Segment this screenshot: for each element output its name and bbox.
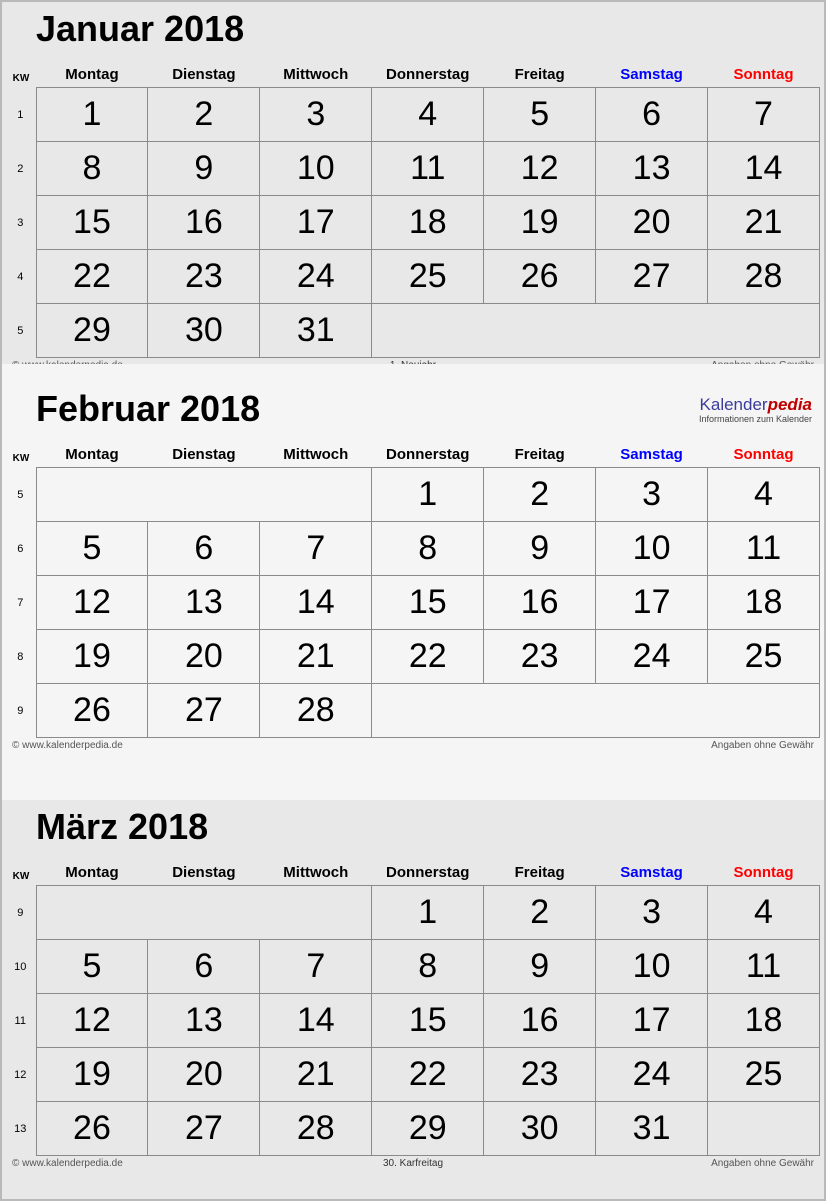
empty-cell (708, 1102, 820, 1156)
day-cell[interactable]: 15 (372, 576, 484, 630)
day-cell[interactable]: 21 (260, 1048, 372, 1102)
day-cell[interactable]: 28 (260, 684, 372, 738)
day-cell[interactable]: 11 (708, 522, 820, 576)
day-cell[interactable]: 2 (148, 88, 260, 142)
day-cell[interactable]: 1 (372, 468, 484, 522)
week-number-cell: 7 (17, 596, 24, 609)
day-cell[interactable]: 22 (372, 1048, 484, 1102)
day-cell[interactable]: 26 (36, 1102, 148, 1156)
week-number-cell: 12 (14, 1068, 27, 1081)
day-cell[interactable]: 7 (260, 940, 372, 994)
week-number-cell: 13 (14, 1122, 27, 1135)
week-number-cell: 2 (17, 162, 24, 175)
calendar-week-row (6, 1102, 820, 1156)
month-header-maerz (6, 804, 820, 862)
day-cell[interactable]: 20 (148, 630, 260, 684)
day-cell[interactable]: 9 (148, 142, 260, 196)
day-cell[interactable]: 14 (260, 994, 372, 1048)
week-number-cell: 9 (17, 906, 24, 919)
calendar-week-row (6, 684, 820, 738)
calendar-week-row (6, 994, 820, 1048)
day-cell[interactable]: 27 (148, 1102, 260, 1156)
calendar-week-row (6, 1048, 820, 1102)
day-cell[interactable]: 24 (596, 630, 708, 684)
day-cell[interactable]: 7 (708, 88, 820, 142)
day-cell[interactable]: 25 (372, 250, 484, 304)
day-cell[interactable]: 10 (596, 522, 708, 576)
day-cell[interactable]: 6 (596, 88, 708, 142)
weekday-header-donnerstag: Donnerstag (386, 66, 470, 83)
day-cell[interactable]: 21 (260, 630, 372, 684)
day-cell[interactable]: 12 (484, 142, 596, 196)
day-cell[interactable]: 29 (372, 1102, 484, 1156)
weekday-header-donnerstag: Donnerstag (386, 446, 470, 463)
day-cell[interactable]: 7 (260, 522, 372, 576)
empty-cell (36, 468, 372, 522)
day-cell[interactable]: 22 (372, 630, 484, 684)
calendar-week-row (6, 304, 820, 358)
day-cell[interactable]: 13 (596, 142, 708, 196)
kw-column-header: KW (12, 452, 30, 464)
calendar-week-row (6, 142, 820, 196)
day-cell[interactable]: 2 (484, 886, 596, 940)
footer-note: 30. Karfreitag (382, 1158, 444, 1169)
day-cell[interactable]: 29 (36, 304, 148, 358)
month-footer-maerz (6, 1156, 820, 1174)
day-cell[interactable]: 12 (36, 576, 148, 630)
weekday-header-mittwoch: Mittwoch (283, 66, 349, 83)
week-number-cell: 10 (14, 960, 27, 973)
day-cell[interactable]: 22 (36, 250, 148, 304)
day-cell[interactable]: 21 (708, 196, 820, 250)
footer-disclaimer: Angaben ohne Gewähr (711, 740, 814, 751)
day-cell[interactable]: 14 (260, 576, 372, 630)
week-number-cell: 5 (17, 488, 24, 501)
weekday-header-montag: Montag (65, 446, 119, 463)
empty-cell (36, 886, 372, 940)
day-cell[interactable]: 4 (708, 886, 820, 940)
week-number-cell: 11 (14, 1014, 26, 1027)
day-cell[interactable]: 11 (372, 142, 484, 196)
day-cell[interactable]: 16 (484, 576, 596, 630)
day-cell[interactable]: 28 (708, 250, 820, 304)
day-cell[interactable]: 3 (260, 88, 372, 142)
day-cell[interactable]: 9 (484, 522, 596, 576)
week-number-cell: 8 (17, 650, 24, 663)
day-cell[interactable]: 9 (484, 940, 596, 994)
month-header-januar (6, 6, 820, 64)
day-cell[interactable]: 27 (596, 250, 708, 304)
calendar-week-row (6, 88, 820, 142)
day-cell[interactable]: 18 (708, 576, 820, 630)
brand-logo (699, 396, 812, 425)
kw-column-header: KW (12, 72, 30, 84)
day-cell[interactable]: 16 (148, 196, 260, 250)
kw-column-header: KW (12, 870, 30, 882)
calendar-week-row (6, 196, 820, 250)
day-cell[interactable]: 6 (148, 940, 260, 994)
day-cell[interactable]: 30 (148, 304, 260, 358)
day-cell[interactable]: 30 (484, 1102, 596, 1156)
calendar-week-row (6, 522, 820, 576)
brand-name-part1: Kalender (699, 395, 768, 414)
month-title: Februar 2018 (36, 388, 261, 429)
empty-cell (372, 684, 820, 738)
day-cell[interactable]: 13 (148, 994, 260, 1048)
day-cell[interactable]: 24 (260, 250, 372, 304)
calendar-grid (6, 444, 820, 738)
day-cell[interactable]: 31 (596, 1102, 708, 1156)
calendar-table-maerz (6, 862, 820, 1156)
day-cell[interactable]: 1 (372, 886, 484, 940)
day-cell[interactable]: 15 (36, 196, 148, 250)
day-cell[interactable]: 19 (36, 1048, 148, 1102)
footer-copyright: © www.kalenderpedia.de (12, 740, 123, 751)
day-cell[interactable]: 18 (372, 196, 484, 250)
weekday-header-mittwoch: Mittwoch (283, 864, 349, 881)
calendar-week-row (6, 886, 820, 940)
day-cell[interactable]: 19 (36, 630, 148, 684)
day-cell[interactable]: 6 (148, 522, 260, 576)
day-cell[interactable]: 23 (484, 630, 596, 684)
weekday-header-samstag: Samstag (620, 864, 683, 881)
month-block-maerz (2, 800, 824, 1199)
day-cell[interactable]: 31 (260, 304, 372, 358)
calendar-table-januar (6, 64, 820, 358)
day-cell[interactable]: 8 (372, 522, 484, 576)
empty-cell (372, 304, 820, 358)
weekday-header-samstag: Samstag (620, 446, 683, 463)
month-header-februar (6, 386, 820, 444)
day-cell[interactable]: 1 (36, 88, 148, 142)
day-cell[interactable]: 25 (708, 630, 820, 684)
day-cell[interactable]: 2 (484, 468, 596, 522)
calendar-week-row (6, 576, 820, 630)
day-cell[interactable]: 5 (36, 522, 148, 576)
brand-tagline: Informationen zum Kalender (698, 413, 812, 424)
calendar-week-row (6, 250, 820, 304)
day-cell[interactable]: 20 (596, 196, 708, 250)
weekday-header-freitag: Freitag (514, 864, 565, 881)
day-cell[interactable]: 17 (260, 196, 372, 250)
day-cell[interactable]: 8 (36, 142, 148, 196)
day-cell[interactable]: 13 (148, 576, 260, 630)
calendar-week-row (6, 630, 820, 684)
weekday-header-sonntag: Sonntag (733, 446, 794, 463)
day-cell[interactable]: 3 (596, 468, 708, 522)
weekday-header-dienstag: Dienstag (172, 66, 236, 83)
week-number-cell: 6 (17, 542, 24, 555)
day-cell[interactable]: 26 (484, 250, 596, 304)
day-cell[interactable]: 5 (484, 88, 596, 142)
weekday-header-samstag: Samstag (620, 66, 683, 83)
month-footer-februar (6, 738, 820, 756)
day-cell[interactable]: 20 (148, 1048, 260, 1102)
week-number-cell: 1 (17, 108, 24, 121)
weekday-header-dienstag: Dienstag (172, 446, 236, 463)
day-cell[interactable]: 25 (708, 1048, 820, 1102)
day-cell[interactable]: 18 (708, 994, 820, 1048)
day-cell[interactable]: 27 (148, 684, 260, 738)
day-cell[interactable]: 17 (596, 994, 708, 1048)
day-cell[interactable]: 5 (36, 940, 148, 994)
brand-name (699, 396, 812, 415)
calendar-week-row (6, 940, 820, 994)
day-cell[interactable]: 28 (260, 1102, 372, 1156)
day-cell[interactable]: 10 (596, 940, 708, 994)
day-cell[interactable]: 4 (372, 88, 484, 142)
day-cell[interactable]: 3 (596, 886, 708, 940)
calendar-week-row (6, 468, 820, 522)
weekday-header-dienstag: Dienstag (172, 864, 236, 881)
weekday-header-freitag: Freitag (514, 66, 565, 83)
calendar-grid (6, 64, 820, 358)
weekday-header-sonntag: Sonntag (733, 864, 794, 881)
day-cell[interactable]: 16 (484, 994, 596, 1048)
day-cell[interactable]: 17 (596, 576, 708, 630)
month-block-februar (2, 364, 824, 800)
day-cell[interactable]: 14 (708, 142, 820, 196)
day-cell[interactable]: 23 (484, 1048, 596, 1102)
day-cell[interactable]: 19 (484, 196, 596, 250)
week-number-cell: 5 (17, 324, 24, 337)
calendar-table-februar (6, 444, 820, 738)
weekday-header-mittwoch: Mittwoch (283, 446, 349, 463)
day-cell[interactable]: 26 (36, 684, 148, 738)
brand-name-part2: pedia (767, 395, 812, 414)
day-cell[interactable]: 8 (372, 940, 484, 994)
weekday-header-montag: Montag (65, 864, 119, 881)
day-cell[interactable]: 15 (372, 994, 484, 1048)
weekday-header-donnerstag: Donnerstag (386, 864, 470, 881)
footer-copyright: © www.kalenderpedia.de (12, 1158, 123, 1169)
week-number-cell: 9 (17, 704, 24, 717)
day-cell[interactable]: 24 (596, 1048, 708, 1102)
day-cell[interactable]: 11 (708, 940, 820, 994)
weekday-header-montag: Montag (65, 66, 119, 83)
day-cell[interactable]: 10 (260, 142, 372, 196)
footer-disclaimer: Angaben ohne Gewähr (711, 1158, 814, 1169)
week-number-cell: 3 (17, 216, 24, 229)
month-title: März 2018 (36, 806, 209, 847)
weekday-header-sonntag: Sonntag (733, 66, 794, 83)
weekday-header-freitag: Freitag (514, 446, 565, 463)
day-cell[interactable]: 4 (708, 468, 820, 522)
month-block-januar (2, 2, 824, 364)
day-cell[interactable]: 23 (148, 250, 260, 304)
month-title: Januar 2018 (36, 8, 245, 49)
week-number-cell: 4 (17, 270, 24, 283)
day-cell[interactable]: 12 (36, 994, 148, 1048)
calendar-grid (6, 862, 820, 1156)
